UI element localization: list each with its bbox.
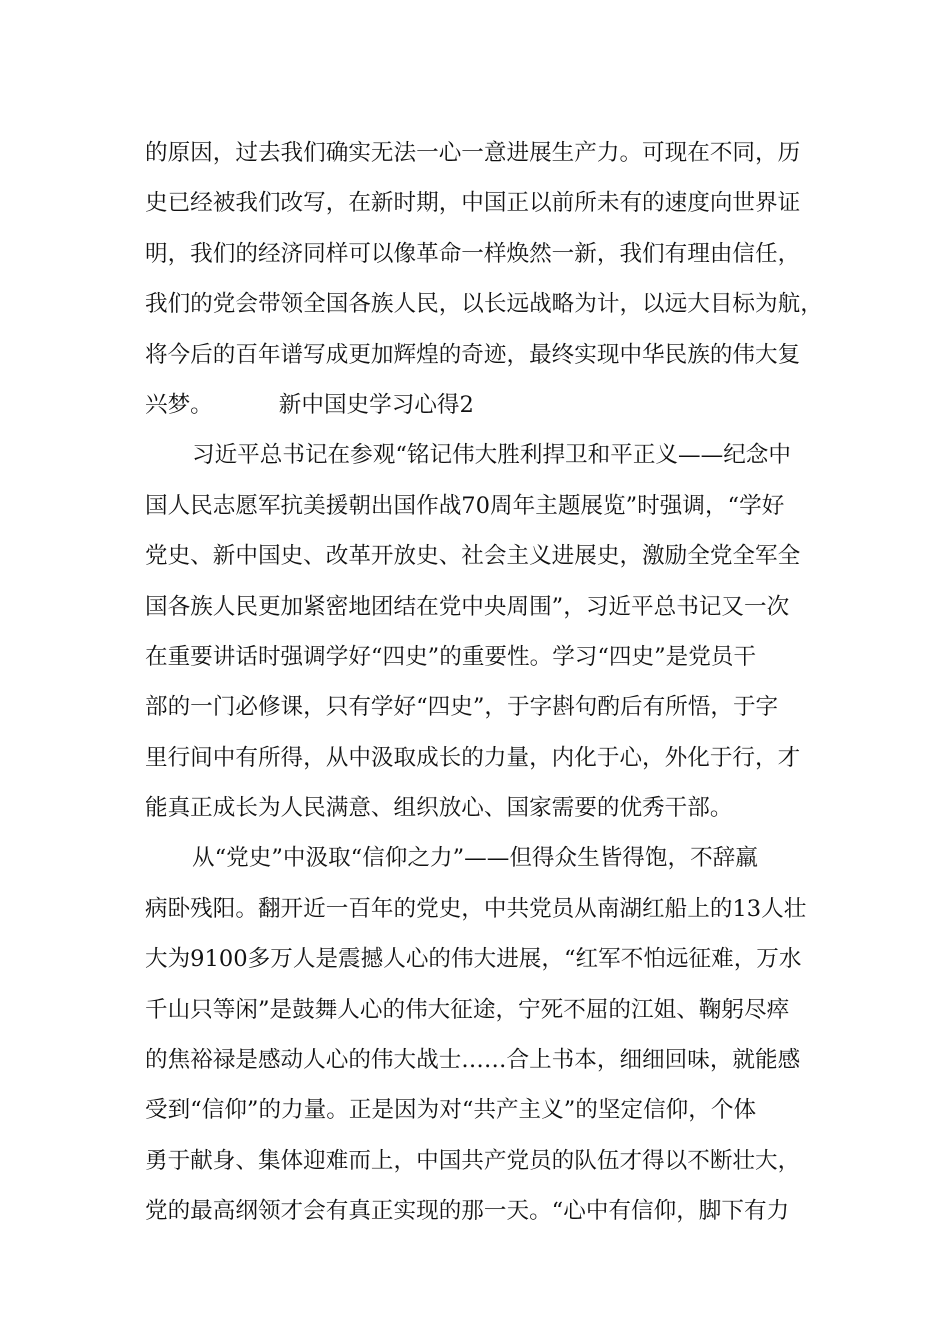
text-line: 部的一门必修课，只有学好“四史”，于字斟句酌后有所悟，于字 (145, 694, 779, 721)
text-line: 党的最高纲领才会有真正实现的那一天。“心中有信仰，脚下有力 (145, 1198, 790, 1225)
text-line: 国人民志愿军抗美援朝出国作战70周年主题展览”时强调，“学好 (145, 492, 785, 519)
text-line: 党史、新中国史、改革开放史、社会主义进展史，激励全党全军全 (145, 543, 801, 570)
text-line: 我们的党会带领全国各族人民，以长远战略为计，以远大目标为航， (145, 291, 823, 318)
text-line: 千山只等闲”是鼓舞人心的伟大征途，宁死不屈的江姐、鞠躬尽瘁 (145, 996, 790, 1023)
section-heading: 新中国史学习心得2 (278, 391, 474, 418)
text-line: 明，我们的经济同样可以像革命一样焕然一新，我们有理由信任， (145, 240, 801, 267)
text-line: 史已经被我们改写，在新时期，中国正以前所未有的速度向世界证 (145, 190, 801, 217)
body-text (145, 128, 825, 1237)
text-line: 受到“信仰”的力量。正是因为对“共产主义”的坚定信仰，个体 (145, 1097, 757, 1124)
text-line: 大为9100多万人是震撼人心的伟大进展，“红军不怕远征难，万水 (145, 946, 802, 973)
text-line: 病卧残阳。翻开近一百年的党史，中共党员从南湖红船上的13人壮 (145, 895, 807, 922)
text-line: 在重要讲话时强调学好“四史”的重要性。学习“四史”是党员干 (145, 643, 757, 670)
text-line: 勇于献身、集体迎难而上，中国共产党员的队伍才得以不断壮大， (145, 1147, 801, 1174)
text-line: 的焦裕禄是感动人心的伟大战士……合上书本，细细回味，就能感 (145, 1047, 801, 1074)
paragraph-first-line: 从“党史”中汲取“信仰之力”——但得众生皆得饱，不辞羸 (192, 845, 758, 872)
text-line: 能真正成长为人民满意、组织放心、国家需要的优秀干部。 (145, 795, 733, 822)
text-line-with-heading (145, 380, 825, 430)
paragraph-first-line: 习近平总书记在参观“铭记伟大胜利捍卫和平正义——纪念中 (192, 442, 791, 469)
text-line: 里行间中有所得，从中汲取成长的力量，内化于心，外化于行，才 (145, 744, 801, 771)
text-line: 的原因，过去我们确实无法一心一意进展生产力。可现在不同，历 (145, 140, 801, 166)
text-line: 国各族人民更加紧密地团结在党中央周围”，习近平总书记又一次 (145, 593, 790, 620)
text-line: 将今后的百年谱写成更加辉煌的奇迹，最终实现中华民族的伟大复 (145, 341, 801, 368)
text-fragment: 兴梦。 (145, 391, 213, 418)
